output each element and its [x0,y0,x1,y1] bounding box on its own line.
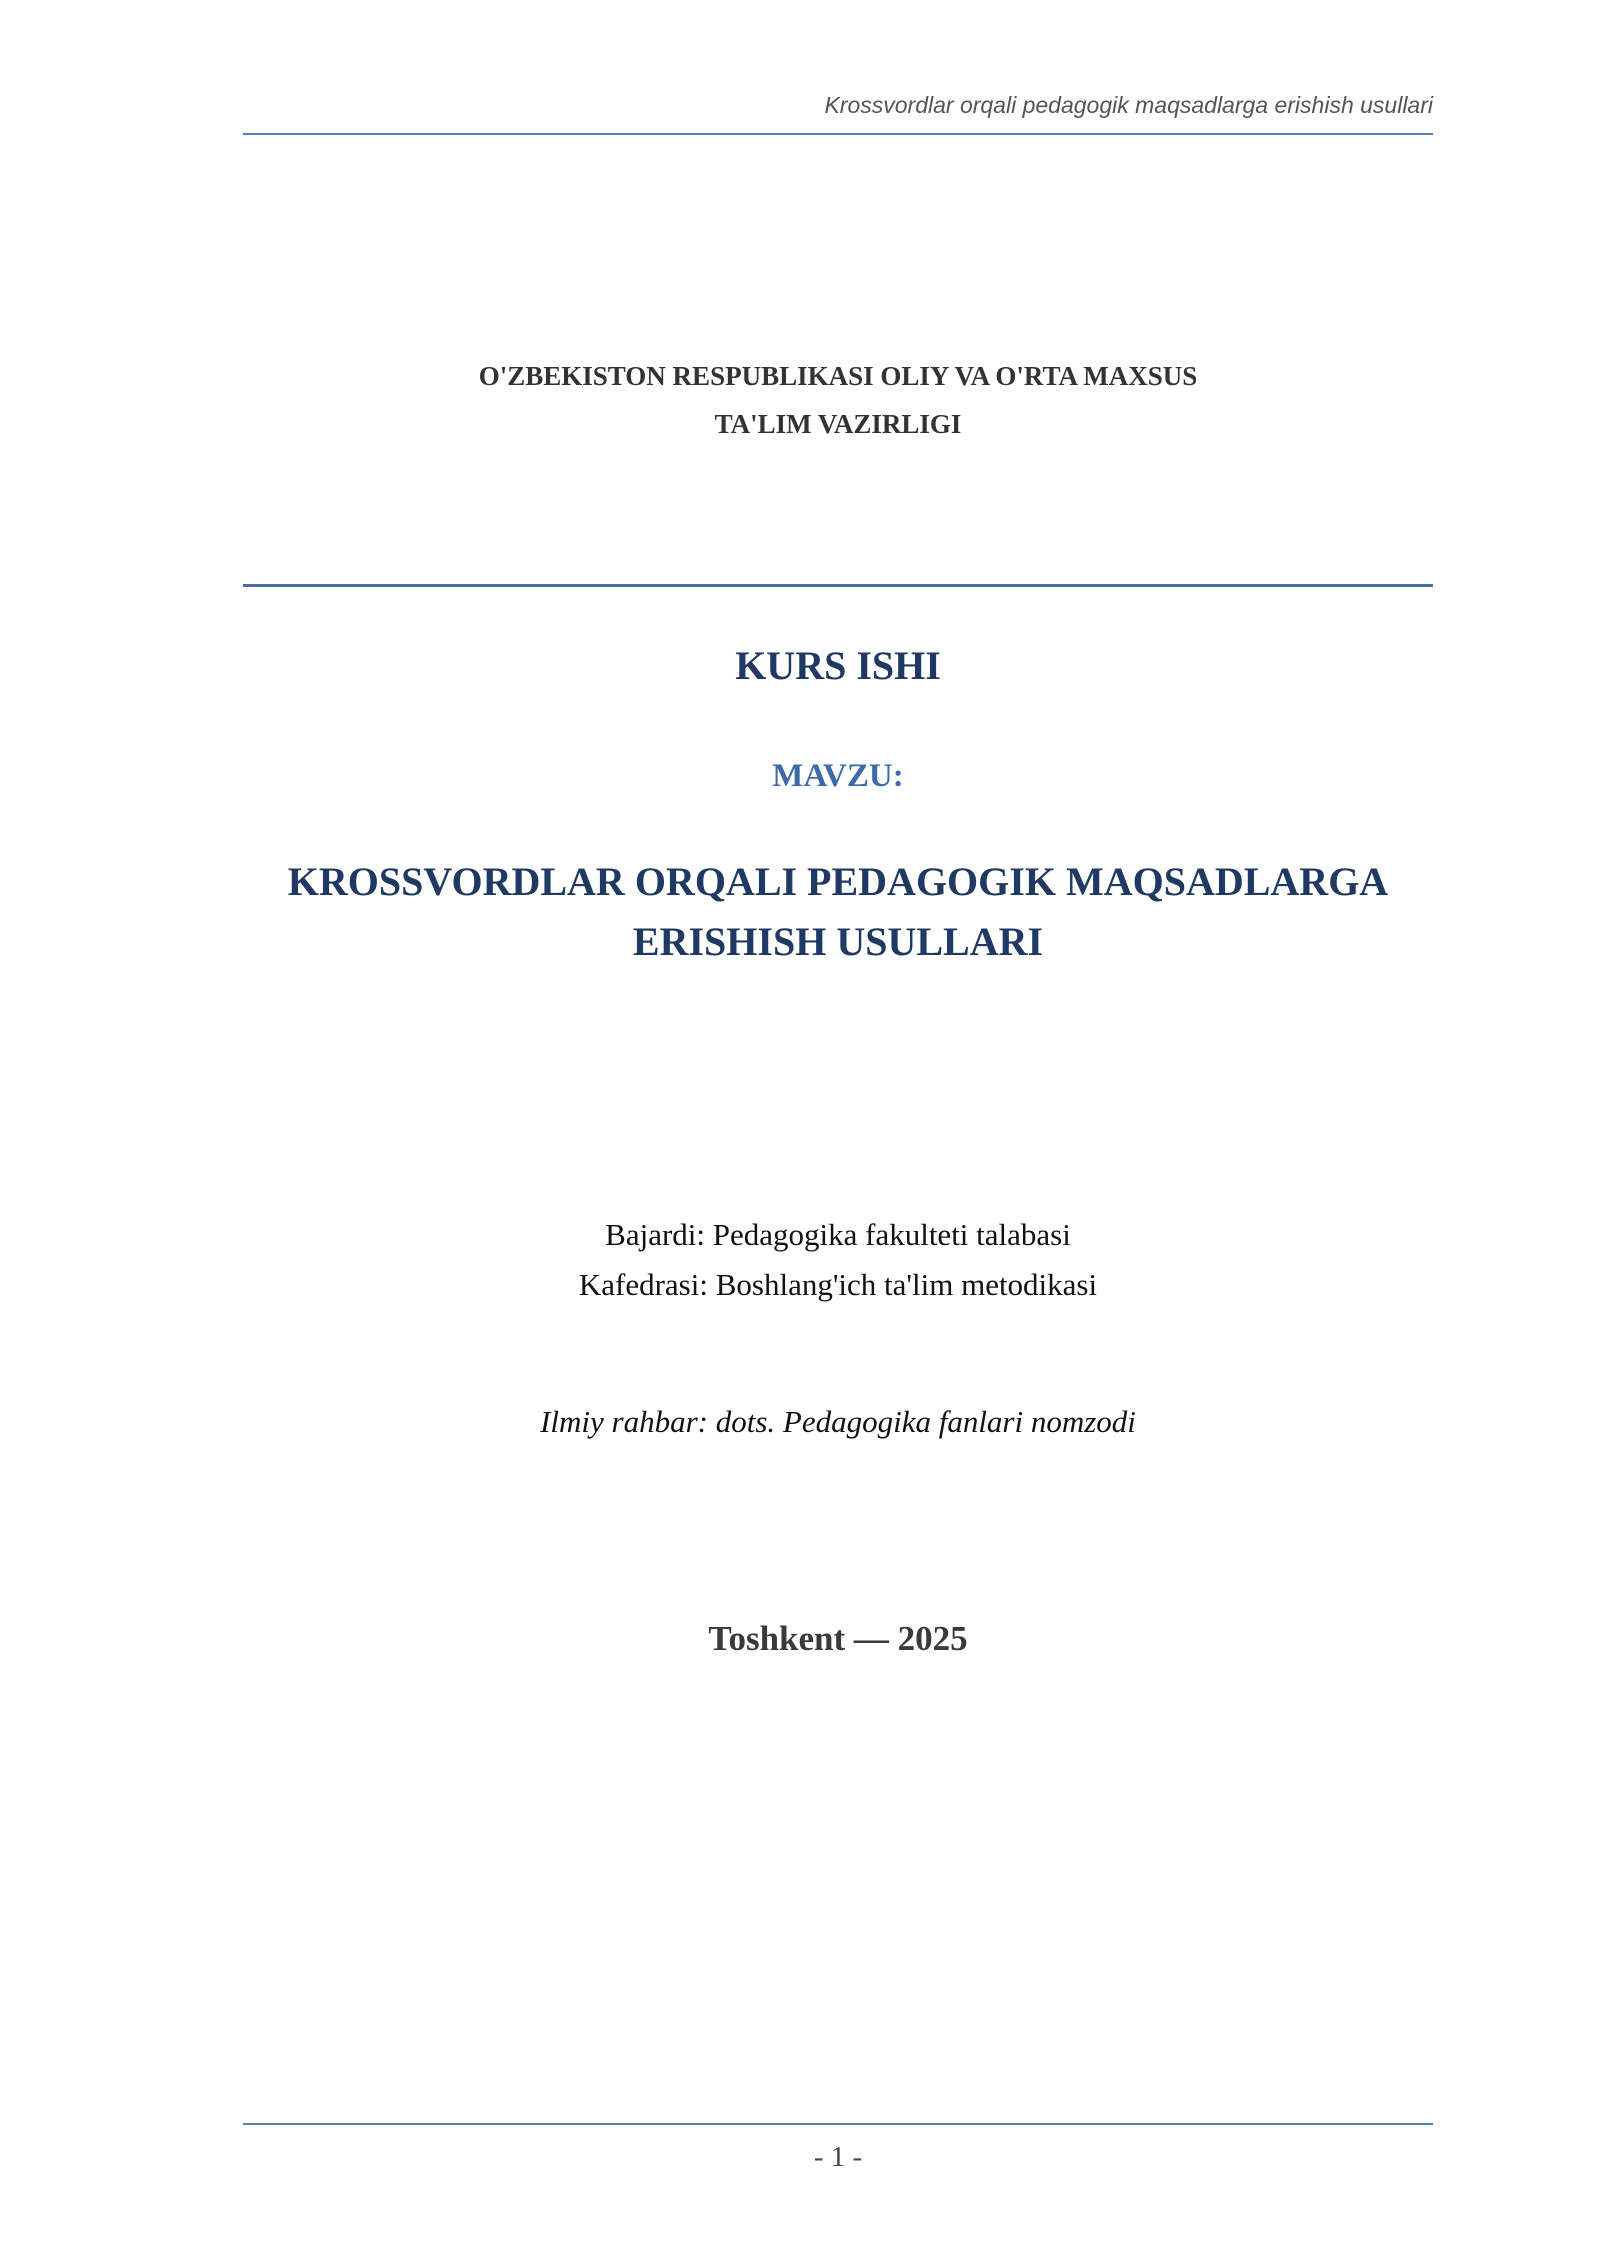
ministry-name [243,352,1433,448]
department-line: Kafedrasi: Boshlang'ich ta'lim metodikasi [578,1267,1098,1302]
document-type: KURS ISHI [735,643,941,688]
page-number: - 1 - [813,2141,863,2173]
topic-title-line-1: KROSSVORDLAR ORQALI PEDAGOGIK MAQSADLARGA [287,859,1389,904]
footer-divider [243,2123,1433,2125]
city-year: Toshkent — 2025 [708,1619,968,1658]
topic-title [243,852,1433,972]
ministry-line-1: O'ZBEKISTON RESPUBLIKASI OLIY VA O'RTA MAXSUS [478,361,1198,391]
ministry-line-2: TA'LIM VAZIRLIGI [714,409,962,439]
topic-title-line-2: ERISHISH USULLARI [632,919,1044,964]
advisor-line: Ilmiy rahbar: dots. Pedagogika fanlari nomzodi [540,1404,1136,1439]
header-divider [243,133,1433,135]
topic-label: MAVZU: [772,758,904,794]
title-divider [243,584,1433,587]
author-info [243,1210,1433,1310]
author-line: Bajardi: Pedagogika fakulteti talabasi [605,1217,1071,1252]
running-header: Krossvordlar orqali pedagogik maqsadlarga erishish usullari [824,92,1433,118]
